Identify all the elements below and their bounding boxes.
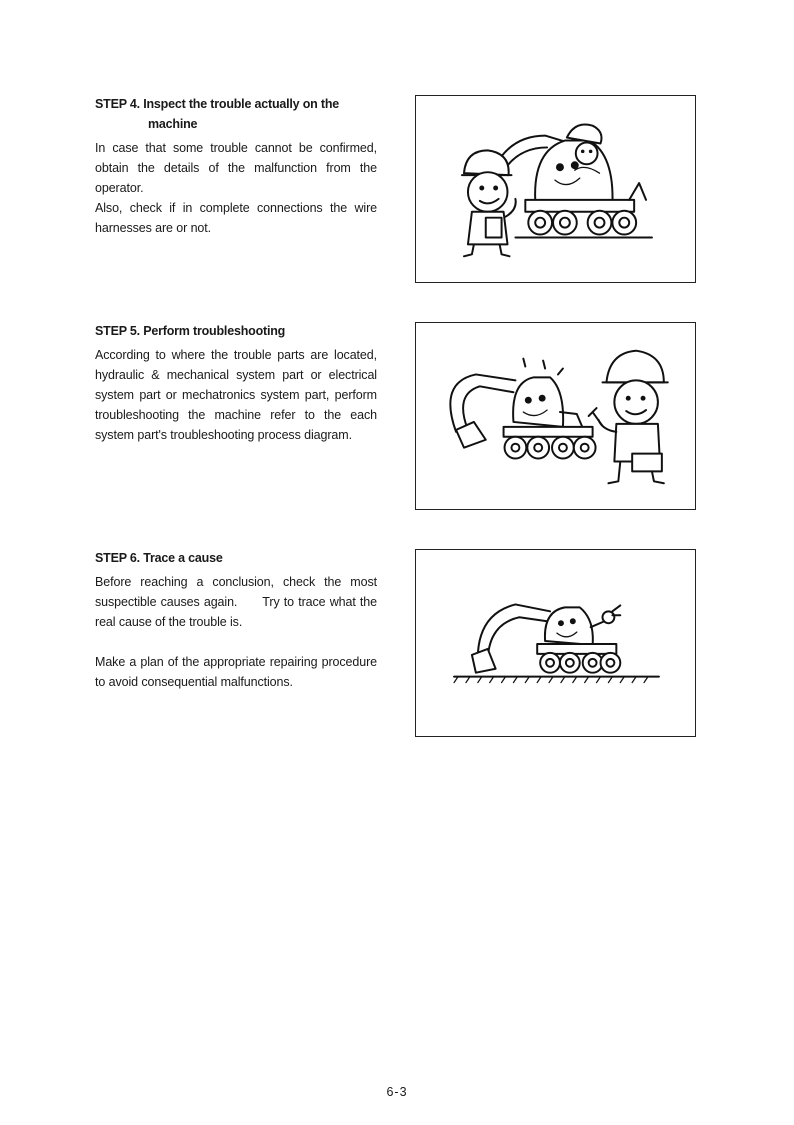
step-4-title-line1: STEP 4. Inspect the trouble actually on the bbox=[95, 97, 340, 111]
step-4-figure bbox=[415, 95, 696, 283]
mechanic-with-wrench-icon bbox=[416, 323, 695, 509]
happy-excavator-icon bbox=[416, 550, 695, 736]
step-4-paragraph-2: Also, check if in complete connections the wire harnesses are or not. bbox=[95, 201, 377, 235]
page-number: 6-3 bbox=[386, 1085, 408, 1099]
inspection-cartoon-icon bbox=[416, 96, 695, 282]
step-6-paragraph-2: Make a plan of the appropriate repairing procedure to avoid consequential malfunctions. bbox=[95, 655, 377, 689]
step-4-title bbox=[95, 94, 377, 134]
step-4-title-line2: machine bbox=[148, 117, 198, 131]
step-5-figure bbox=[415, 322, 696, 510]
step-5-title: STEP 5. Perform troubleshooting bbox=[95, 324, 286, 338]
step-4-paragraph-1: In case that some trouble cannot be confirmed, obtain the details of the malfunction from the operator. bbox=[95, 141, 377, 195]
step-6-figure bbox=[415, 549, 696, 737]
step-6-paragraph-1: Before reaching a conclusion, check the most suspectible causes again. Try to trace what the real cause of the trouble is. bbox=[95, 575, 381, 629]
step-6-section bbox=[95, 548, 381, 692]
step-5-section bbox=[95, 321, 377, 445]
step-4-section bbox=[95, 94, 377, 238]
step-6-title: STEP 6. Trace a cause bbox=[95, 551, 223, 565]
step-5-paragraph-1: According to where the trouble parts are located, hydraulic & mechanical system part or electrical system part or mechatronics system part, perform troubleshooting the machine refer to the each system part's troubleshooting process diagram. bbox=[95, 348, 377, 442]
